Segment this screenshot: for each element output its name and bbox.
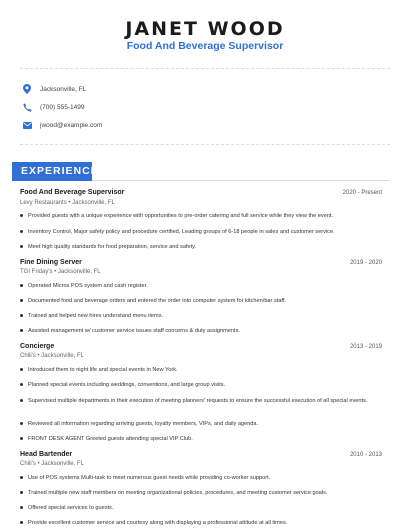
experience-section-title: EXPERIENCE <box>12 162 92 181</box>
job-bullet: Planned special events including weddings, conventions, and large group visits. <box>20 381 380 390</box>
job-company: Chili's • Jacksonville, FL <box>20 353 84 359</box>
job-title: Head Bartender <box>20 451 73 458</box>
job-bullet: Provide excellent customer service and courtesy along with displaying a professional attitude at all times. <box>20 519 380 528</box>
job-bullet: Use of POS systems Multi-task to meet numerous guest needs while providing co-worker support. <box>20 474 380 483</box>
job-bullet: Meet high quality standards for food preparation, service and safety. <box>20 243 380 252</box>
job-dates: 2019 - 2020 <box>349 260 382 266</box>
job-bullet: Documented food and beverage orders and entered the order into computer system for kitchen/bar staff. <box>20 297 380 306</box>
job-bullet: Inventory Control, Major safety policy and procedure certified, Leading groups of 6-18 people in sales and customer service. <box>20 228 380 237</box>
job-bullet: Provided guests with a unique experience with opportunities to pre-order catering and full service while they view the event. <box>20 212 380 221</box>
job-title: Fine Dining Server <box>20 259 82 266</box>
job-company: Chili's • Jacksonville, FL <box>20 461 84 467</box>
candidate-name: JANET WOOD <box>125 18 285 40</box>
contact-email[interactable] <box>22 119 102 131</box>
contact-phone-text: (700) 555-1499 <box>40 103 85 111</box>
job-bullet: Supervised multiple departments in their execution of meeting planners' requests to ensure the successful execution of all special events. <box>20 397 380 406</box>
company-location: Jacksonville, FL <box>41 353 84 359</box>
job-bullet: FRONT DESK AGENT Greeted guests attending special VIP Club. <box>20 435 380 444</box>
job-bullet: Trained and helped new hires understand menu items. <box>20 312 380 321</box>
job-dates: 2010 - 2013 <box>349 452 382 458</box>
divider-top <box>20 68 390 69</box>
job-dates: 2020 - Present <box>342 190 382 196</box>
job-bullet: Assisted management w/ customer service issues staff concerns & duty assignments. <box>20 327 380 336</box>
job-title: Concierge <box>20 343 55 350</box>
location-pin-icon <box>22 84 32 94</box>
contact-phone <box>22 101 84 113</box>
company-name: Chili's <box>20 461 36 467</box>
company-name: Chili's <box>20 353 36 359</box>
company-location: Jacksonville, FL <box>72 200 115 206</box>
candidate-role: Food And Beverage Supervisor <box>126 40 284 52</box>
contact-location <box>22 83 86 95</box>
company-name: TGI Friday's <box>20 269 53 275</box>
mail-icon <box>22 120 32 130</box>
job-company: Levy Restaurants • Jacksonville, FL <box>20 200 115 206</box>
job-dates: 2013 - 2019 <box>349 344 382 350</box>
job-bullet: Offered special services to guests. <box>20 504 380 513</box>
job-title: Food And Beverage Supervisor <box>20 189 125 196</box>
company-location: Jacksonville, FL <box>57 269 101 275</box>
company-name: Levy Restaurants <box>20 200 67 206</box>
job-bullet: Reviewed all information regarding arriving guests, loyalty members, VIPs, and daily agenda. <box>20 420 380 429</box>
job-bullet: Introduced them to night life and special events in New York. <box>20 366 380 375</box>
phone-icon <box>22 102 32 112</box>
divider-bottom <box>20 144 390 145</box>
job-bullet: Trained multiple new staff members on meeting organizational policies, procedures, and meeting customer service goals. <box>20 489 380 498</box>
job-bullet: Operated Micros POS system and cash register. <box>20 282 380 291</box>
job-company: TGI Friday's • Jacksonville, FL <box>20 269 101 275</box>
company-location: Jacksonville, FL <box>41 461 84 467</box>
contact-email-text[interactable]: jwood@example.com <box>40 121 103 129</box>
contact-location-text: Jacksonville, FL <box>40 85 87 93</box>
section-underline <box>92 180 390 181</box>
